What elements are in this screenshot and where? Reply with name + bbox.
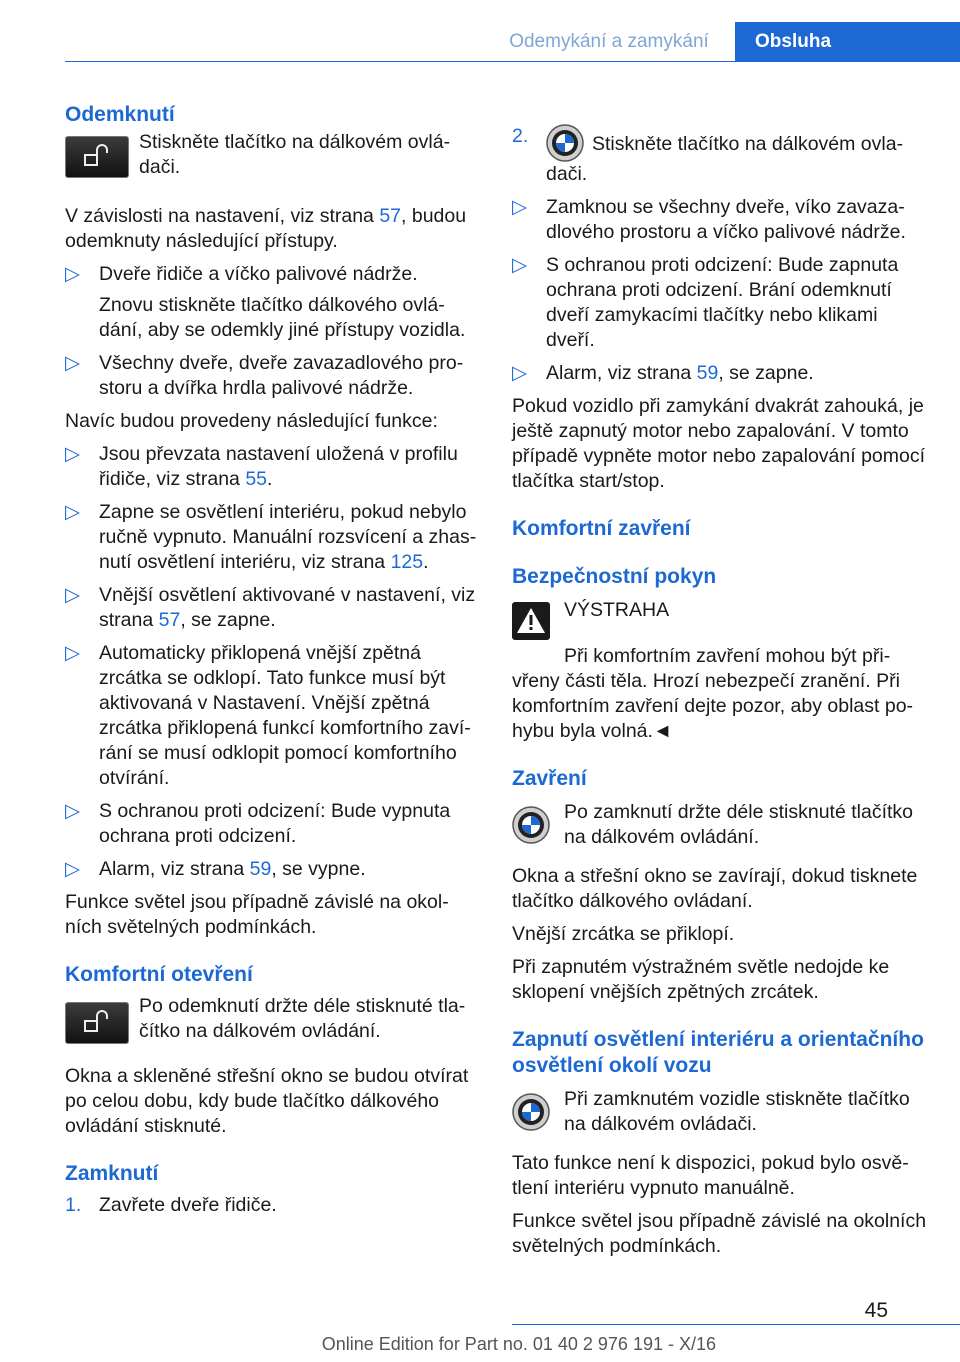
bullet-icon: ▷ bbox=[65, 352, 80, 374]
close-text-3: Při zapnutém výstražném světle nedojde ke sklopení vnějších zpětných zrcátek. bbox=[512, 956, 890, 1003]
comfort-open-text: Okna a skleněné střešní okno se budou otvírat po celou dobu, kdy bude tlačítko dálkového ovládání stisknuté. bbox=[65, 1065, 469, 1137]
header-rule bbox=[65, 61, 960, 62]
lighting-instruction-block bbox=[512, 1087, 927, 1137]
comfort-open-instruction: Po odemknutí držte déle stisknuté tlačítko na dálkovém ovládání. bbox=[139, 995, 466, 1042]
list-item: ▷ Zapne se osvětlení interiéru, pokud nebylo ručně vypnuto. Manuální rozsvícení a zhasnutí osvětlení interiéru, viz strana 125. bbox=[65, 501, 477, 573]
bullet-icon: ▷ bbox=[512, 196, 527, 218]
safety-heading: Bezpečnostní pokyn bbox=[512, 565, 717, 588]
close-instruction: Po zamknutí držte déle stisknuté tlačítko na dálkovém ovládání. bbox=[564, 801, 914, 848]
page-link[interactable]: 59 bbox=[249, 858, 272, 880]
bullet-icon: ▷ bbox=[65, 584, 80, 606]
list-item: ▷ Alarm, viz strana 59, se zapne. bbox=[512, 362, 814, 384]
bullet-icon: ▷ bbox=[65, 858, 80, 880]
page-link[interactable]: 125 bbox=[390, 551, 424, 573]
bullet-icon: ▷ bbox=[512, 254, 527, 276]
bmw-remote-icon bbox=[512, 1093, 550, 1131]
page-header bbox=[483, 22, 960, 62]
list-item: 2. Stiskněte tlačítko na dálkovém ovladači. bbox=[512, 125, 904, 185]
unlock-instruction-block bbox=[65, 130, 477, 190]
list-item: ▷ Vnější osvětlení aktivované v nastavení, viz strana 57, se zapne. bbox=[65, 584, 476, 631]
unlock-instruction: Stiskněte tlačítko na dálkovém ovládači. bbox=[139, 131, 451, 178]
chapter-tab[interactable]: Obsluha bbox=[735, 22, 960, 62]
bullet-icon: ▷ bbox=[65, 501, 80, 523]
bullet-icon: ▷ bbox=[512, 362, 527, 384]
bullet-icon: ▷ bbox=[65, 642, 80, 664]
step-number: 2. bbox=[512, 125, 529, 147]
lock-heading: Zamknutí bbox=[65, 1162, 159, 1185]
list-item: ▷ Zamknou se všechny dveře, víko zavazadlového prostoru a víčko palivové nádrže. bbox=[512, 196, 906, 243]
bullet-icon: ▷ bbox=[65, 800, 80, 822]
close-text-1: Okna a střešní okno se zavírají, dokud tisknete tlačítko dálkového ovládaní. bbox=[512, 865, 918, 912]
left-column bbox=[65, 100, 477, 1226]
lighting-heading: Zapnutí osvětlení interiéru a orientačního osvětlení okolí vozu bbox=[512, 1028, 924, 1077]
step-number: 1. bbox=[65, 1194, 82, 1216]
list-item: ▷ S ochranou proti odcizení: Bude vypnuta ochrana proti odcizení. bbox=[65, 800, 451, 847]
footer-rule bbox=[512, 1324, 960, 1325]
extra-functions-intro: Navíc budou provedeny následující funkce: bbox=[65, 410, 438, 432]
close-heading: Zavření bbox=[512, 767, 587, 790]
list-item: 1. Zavřete dveře řidiče. bbox=[65, 1194, 277, 1216]
unlock-key-icon bbox=[65, 136, 129, 178]
page-link[interactable]: 55 bbox=[245, 468, 268, 490]
unlock-functions-list bbox=[65, 442, 477, 882]
unlock-access-list bbox=[65, 262, 477, 401]
right-column bbox=[512, 124, 927, 1267]
lock-steps bbox=[65, 1193, 477, 1218]
edition-note: Online Edition for Part no. 01 40 2 976 191 - X/16 bbox=[321, 1334, 716, 1354]
comfort-open-block bbox=[65, 994, 477, 1050]
bullet-icon: ▷ bbox=[65, 443, 80, 465]
warning-block bbox=[512, 598, 927, 644]
unlock-key-icon bbox=[65, 1002, 129, 1044]
page-link[interactable]: 57 bbox=[158, 609, 181, 631]
bullet-icon: ▷ bbox=[65, 263, 80, 285]
close-instruction-block bbox=[512, 800, 927, 850]
warning-icon bbox=[512, 602, 550, 640]
list-item: ▷ Jsou převzata nastavení uložená v profilu řidiče, viz strana 55. bbox=[65, 443, 458, 490]
close-text-2: Vnější zrcátka se přiklopí. bbox=[512, 923, 735, 945]
lighting-text-1: Tato funkce není k dispozici, pokud bylo osvětlení interiéru vypnuto manuálně. bbox=[512, 1152, 909, 1199]
lighting-text-2: Funkce světel jsou případně závislé na okolních světelných podmínkách. bbox=[512, 1210, 927, 1257]
list-item: ▷ S ochranou proti odcizení: Bude zapnuta ochrana proti odcizení. Brání odemknutí dveří zamykacími tlačítky nebo klikami dveří. bbox=[512, 254, 899, 351]
list-item: ▷ Automaticky přiklopená vnější zpětná zrcátka se odklopí. Tato funkce musí být aktivovaná v Nastavení. Vnější zpětná zrcátka přiklopená funkcí komfortního zavírání se musí odklopit pomocí komfortního otvírání. bbox=[65, 642, 471, 789]
page-link[interactable]: 59 bbox=[696, 362, 719, 384]
lock-note: Pokud vozidlo při zamykání dvakrát zahouká, je ještě zapnutý motor nebo zapalování. V tomto případě vypněte motor nebo zapalování pomocí tlačítka start/stop. bbox=[512, 395, 926, 492]
warning-text: Při komfortním zavření mohou být přivřeny části těla. Hrozí nebezpečí zranění. Při komfortním zavření dejte pozor, aby oblast pohybu byla volná.◄ bbox=[512, 645, 914, 742]
lighting-note: Funkce světel jsou případně závislé na okolních světelných podmínkách. bbox=[65, 891, 449, 938]
bmw-remote-icon bbox=[512, 806, 550, 844]
lock-steps-continued bbox=[512, 124, 927, 187]
comfort-open-heading: Komfortní otevření bbox=[65, 963, 253, 986]
unlock-intro: V závislosti na nastavení, viz strana 57, budou odemknuty následující přístupy. bbox=[65, 205, 467, 252]
lighting-instruction: Při zamknutém vozidle stiskněte tlačítko na dálkovém ovládači. bbox=[564, 1088, 910, 1135]
page-link[interactable]: 57 bbox=[379, 205, 402, 227]
list-item: ▷ Alarm, viz strana 59, se vypne. bbox=[65, 858, 366, 880]
page-footer bbox=[0, 1290, 960, 1362]
section-title: Odemykání a zamykání bbox=[509, 31, 709, 52]
lock-results-list bbox=[512, 195, 927, 386]
list-item: ▷ Všechny dveře, dveře zavazadlového prostoru a dvířka hrdla palivové nádrže. bbox=[65, 352, 464, 399]
bmw-remote-icon bbox=[546, 124, 584, 162]
warning-label: VÝSTRAHA bbox=[564, 599, 670, 621]
unlock-heading: Odemknutí bbox=[65, 103, 175, 126]
page-number: 45 bbox=[864, 1299, 888, 1322]
comfort-close-heading: Komfortní zavření bbox=[512, 517, 691, 540]
list-item: ▷ Dveře řidiče a víčko palivové nádrže. Znovu stiskněte tlačítko dálkového ovládání, aby se odemkly jiné přístupy vozidla. bbox=[65, 263, 466, 341]
